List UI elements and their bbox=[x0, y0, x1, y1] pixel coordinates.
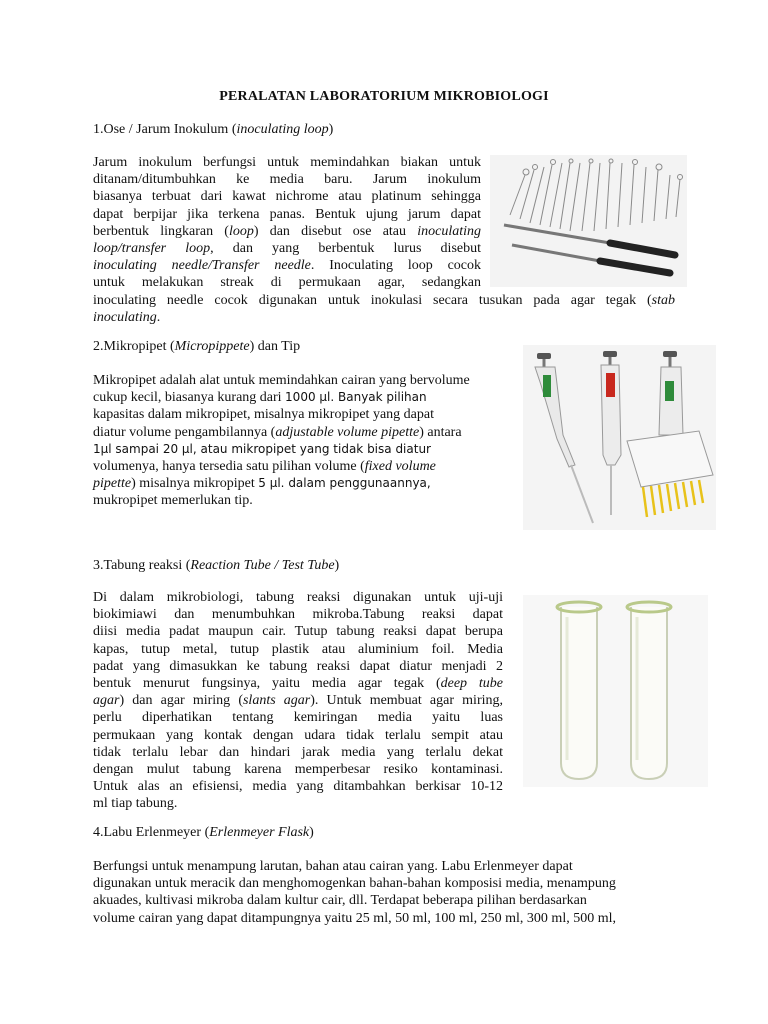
s3-line: padat yang dimasukkan ke tabung reaksi dapat diatur menjadi 2 bbox=[93, 658, 503, 674]
section-1-paragraph-tail bbox=[93, 292, 675, 326]
s1-line: inoculating needle/Transfer needle. Inoculating loop cocok bbox=[93, 258, 481, 274]
inoculating-loop-illustration bbox=[490, 155, 687, 287]
section-4-paragraph bbox=[93, 858, 673, 927]
micropipette-photo bbox=[523, 345, 716, 530]
s1-line: biasanya terbuat dari kawat nichrome atau platinum sehingga bbox=[93, 189, 481, 205]
section-1-heading: 1.Ose / Jarum Inokulum (inoculating loop) bbox=[93, 122, 334, 137]
s1-line: untuk melakukan streak di permukaan agar, sedangkan bbox=[93, 275, 481, 291]
section-2-heading: 2.Mikropipet (Micropippete) dan Tip bbox=[93, 339, 301, 354]
section-2-paragraph bbox=[93, 372, 513, 510]
s3-line: kapas, tutup metal, tutup plastik atau aluminium foil. Media bbox=[93, 641, 503, 657]
s1-line: loop/transfer loop, dan yang berbentuk lurus disebut bbox=[93, 240, 481, 256]
s3-line: agar) dan agar miring (slants agar). Untuk membuat agar miring, bbox=[93, 693, 503, 709]
s1-line: dapat berpijar jika terkena panas. Bentuk ujung jarum dapat bbox=[93, 206, 481, 222]
s3-line: ml tiap tabung. bbox=[93, 796, 178, 812]
s4-line: digunakan untuk meracik dan menghomogenkan bahan-bahan komposisi media, menampung bbox=[93, 876, 616, 892]
s3-line: tidak terlalu lebar dan hindari jarak media yang terlalu dekat bbox=[93, 744, 503, 760]
s2-line: volumenya, hanya tersedia satu pilihan volume (fixed volume bbox=[93, 459, 436, 475]
s2-line: pipette) misalnya mikropipet 5 µl. dalam penggunaannya, bbox=[93, 476, 431, 492]
s4-line: Berfungsi untuk menampung larutan, bahan atau cairan yang. Labu Erlenmeyer dapat bbox=[93, 859, 573, 874]
s3-line: dengan mulut tabung karena memperbesar resiko kontaminasi. bbox=[93, 761, 503, 777]
s4-line: akuades, kultivasi mikroba dalam kultur cair, dll. Terdapat beberapa pilihan berdasarkan bbox=[93, 893, 587, 909]
s1-line: berbentuk lingkaran (loop) dan disebut ose atau inoculating bbox=[93, 223, 481, 239]
s3-line: bentuk menurut fungsinya, yaitu media agar tegak (deep tube bbox=[93, 675, 503, 691]
test-tube-photo bbox=[523, 595, 708, 787]
s3-line: Untuk alas an efisiensi, media yang ditambahkan berkisar 10-12 bbox=[93, 779, 503, 795]
inoculating-loop-photo bbox=[490, 155, 687, 287]
s3-line: biokimiawi dan menumbuhkan mikroba.Tabung reaksi dapat bbox=[93, 607, 503, 623]
s1-line: Jarum inokulum berfungsi untuk memindahkan biakan untuk bbox=[93, 155, 481, 170]
s1-line: inoculating needle cocok digunakan untuk inokulasi secara tusukan pada agar tegak (stab bbox=[93, 292, 675, 308]
section-1-paragraph bbox=[93, 154, 481, 292]
s3-line: Di dalam mikrobiologi, tabung reaksi digunakan untuk uji-uji bbox=[93, 590, 503, 605]
s4-line: volume cairan yang dapat ditampungnya yaitu 25 ml, 50 ml, 100 ml, 250 ml, 300 ml, 500 ml, bbox=[93, 910, 616, 926]
test-tube-illustration bbox=[523, 595, 708, 787]
s3-line: perlu diperhatikan tentang kemiringan media yaitu luas bbox=[93, 710, 503, 726]
s2-line: kapasitas dalam mikropipet, misalnya mikropipet yang dapat bbox=[93, 407, 434, 423]
s2-line: Mikropipet adalah alat untuk memindahkan cairan yang bervolume bbox=[93, 373, 470, 388]
s3-line: diisi media padat maupun cair. Tutup tabung reaksi dapat berupa bbox=[93, 624, 503, 640]
section-4-heading: 4.Labu Erlenmeyer (Erlenmeyer Flask) bbox=[93, 825, 314, 840]
s2-line: 1µl sampai 20 µl, atau mikropipet yang tidak bisa diatur bbox=[93, 441, 431, 456]
section-3-heading: 3.Tabung reaksi (Reaction Tube / Test Tube) bbox=[93, 558, 340, 573]
s3-line: permukaan yang kontak dengan udara tidak terlalu sempit atau bbox=[93, 727, 503, 743]
s1-line: ditanam/ditumbuhkan ke media baru. Jarum inokulum bbox=[93, 172, 481, 188]
document-title: PERALATAN LABORATORIUM MIKROBIOLOGI bbox=[219, 89, 549, 104]
s2-line: cukup kecil, biasanya kurang dari 1000 µl. Banyak pilihan bbox=[93, 390, 427, 406]
section-3-paragraph bbox=[93, 589, 503, 812]
s1-line: inoculating. bbox=[93, 309, 161, 325]
s2-line: diatur volume pengambilannya (adjustable volume pipette) antara bbox=[93, 424, 462, 440]
micropipette-illustration bbox=[523, 345, 716, 530]
s2-line: mukropipet memerlukan tip. bbox=[93, 493, 253, 509]
